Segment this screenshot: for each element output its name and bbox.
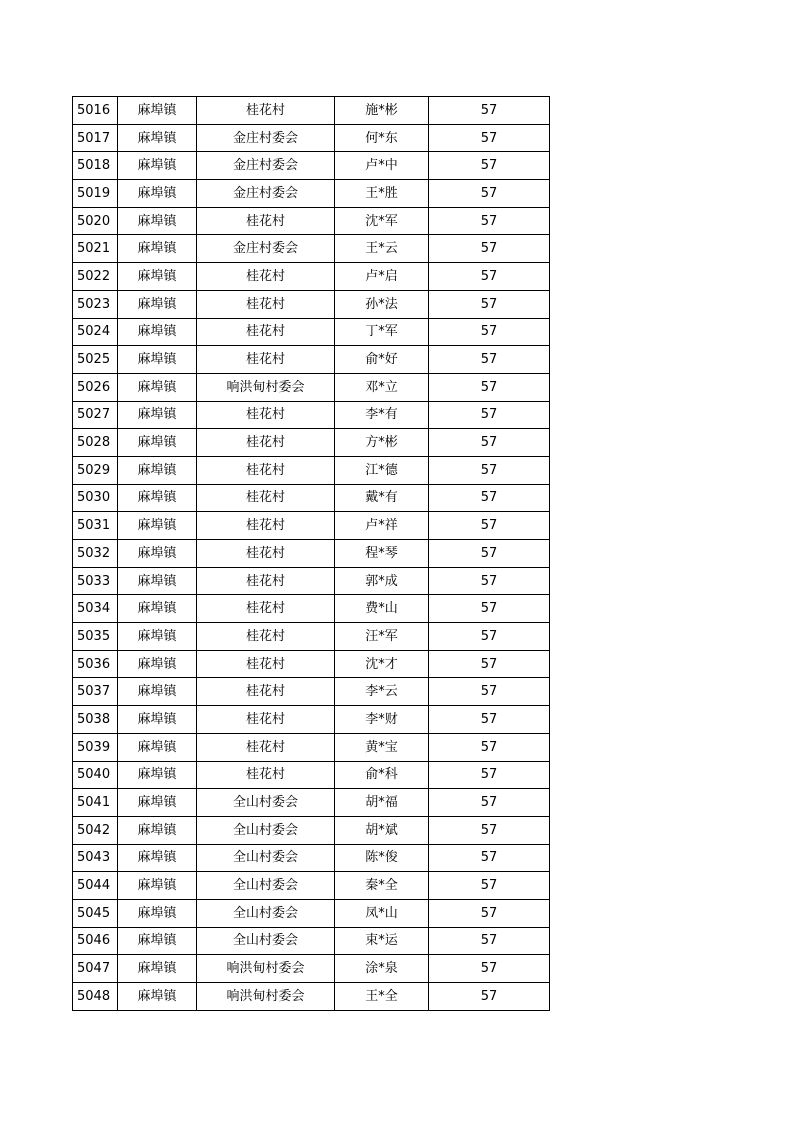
cell-amount: 57: [429, 429, 550, 457]
cell-town: 麻埠镇: [118, 650, 197, 678]
table-row: [73, 484, 550, 512]
cell-town: 麻埠镇: [118, 152, 197, 180]
cell-name: 江*德: [335, 456, 429, 484]
table-row: [73, 263, 550, 291]
cell-village: 桂花村: [197, 650, 335, 678]
cell-id: 5019: [73, 180, 118, 208]
cell-town: 麻埠镇: [118, 456, 197, 484]
cell-amount: 57: [429, 124, 550, 152]
cell-name: 丁*军: [335, 318, 429, 346]
cell-name: 秦*全: [335, 872, 429, 900]
cell-name: 卢*祥: [335, 512, 429, 540]
cell-name: 俞*好: [335, 346, 429, 374]
table-row: [73, 512, 550, 540]
cell-name: 沈*军: [335, 207, 429, 235]
cell-village: 桂花村: [197, 484, 335, 512]
cell-town: 麻埠镇: [118, 983, 197, 1011]
table-row: [73, 955, 550, 983]
cell-name: 方*彬: [335, 429, 429, 457]
cell-id: 5024: [73, 318, 118, 346]
cell-village: 桂花村: [197, 595, 335, 623]
table-row: [73, 124, 550, 152]
cell-village: 桂花村: [197, 678, 335, 706]
cell-town: 麻埠镇: [118, 872, 197, 900]
cell-id: 5021: [73, 235, 118, 263]
cell-name: 王*全: [335, 983, 429, 1011]
cell-village: 全山村委会: [197, 844, 335, 872]
cell-village: 桂花村: [197, 207, 335, 235]
cell-amount: 57: [429, 595, 550, 623]
cell-village: 桂花村: [197, 318, 335, 346]
cell-id: 5044: [73, 872, 118, 900]
cell-town: 麻埠镇: [118, 207, 197, 235]
cell-village: 桂花村: [197, 401, 335, 429]
cell-name: 俞*科: [335, 761, 429, 789]
cell-name: 李*财: [335, 706, 429, 734]
cell-village: 金庄村委会: [197, 235, 335, 263]
cell-amount: 57: [429, 540, 550, 568]
cell-town: 麻埠镇: [118, 567, 197, 595]
cell-village: 桂花村: [197, 429, 335, 457]
cell-town: 麻埠镇: [118, 706, 197, 734]
cell-amount: 57: [429, 733, 550, 761]
table-row: [73, 678, 550, 706]
cell-town: 麻埠镇: [118, 484, 197, 512]
table-row: [73, 207, 550, 235]
cell-town: 麻埠镇: [118, 429, 197, 457]
cell-name: 束*运: [335, 927, 429, 955]
cell-village: 响洪甸村委会: [197, 983, 335, 1011]
table-row: [73, 872, 550, 900]
cell-name: 李*有: [335, 401, 429, 429]
cell-name: 黄*宝: [335, 733, 429, 761]
cell-id: 5036: [73, 650, 118, 678]
cell-town: 麻埠镇: [118, 124, 197, 152]
cell-amount: 57: [429, 623, 550, 651]
cell-village: 桂花村: [197, 540, 335, 568]
cell-id: 5032: [73, 540, 118, 568]
cell-town: 麻埠镇: [118, 263, 197, 291]
cell-town: 麻埠镇: [118, 927, 197, 955]
table-row: [73, 623, 550, 651]
cell-name: 戴*有: [335, 484, 429, 512]
cell-id: 5046: [73, 927, 118, 955]
cell-amount: 57: [429, 207, 550, 235]
cell-amount: 57: [429, 706, 550, 734]
table-row: [73, 761, 550, 789]
cell-id: 5039: [73, 733, 118, 761]
cell-town: 麻埠镇: [118, 290, 197, 318]
cell-id: 5028: [73, 429, 118, 457]
cell-id: 5047: [73, 955, 118, 983]
cell-town: 麻埠镇: [118, 623, 197, 651]
cell-id: 5035: [73, 623, 118, 651]
table-row: [73, 318, 550, 346]
data-table: [72, 96, 550, 1011]
table-row: [73, 97, 550, 125]
cell-amount: 57: [429, 152, 550, 180]
table-row: [73, 816, 550, 844]
table-row: [73, 152, 550, 180]
table-row: [73, 290, 550, 318]
cell-id: 5030: [73, 484, 118, 512]
cell-town: 麻埠镇: [118, 346, 197, 374]
cell-village: 全山村委会: [197, 789, 335, 817]
table-row: [73, 650, 550, 678]
cell-village: 响洪甸村委会: [197, 955, 335, 983]
cell-name: 何*东: [335, 124, 429, 152]
cell-town: 麻埠镇: [118, 97, 197, 125]
cell-name: 邓*立: [335, 373, 429, 401]
cell-village: 全山村委会: [197, 927, 335, 955]
cell-name: 陈*俊: [335, 844, 429, 872]
cell-name: 凤*山: [335, 899, 429, 927]
cell-village: 桂花村: [197, 761, 335, 789]
cell-name: 郭*成: [335, 567, 429, 595]
cell-village: 响洪甸村委会: [197, 373, 335, 401]
cell-id: 5020: [73, 207, 118, 235]
cell-amount: 57: [429, 872, 550, 900]
cell-village: 桂花村: [197, 733, 335, 761]
cell-id: 5037: [73, 678, 118, 706]
cell-village: 金庄村委会: [197, 152, 335, 180]
cell-village: 桂花村: [197, 456, 335, 484]
cell-amount: 57: [429, 373, 550, 401]
cell-amount: 57: [429, 955, 550, 983]
cell-id: 5022: [73, 263, 118, 291]
cell-id: 5016: [73, 97, 118, 125]
cell-town: 麻埠镇: [118, 816, 197, 844]
cell-town: 麻埠镇: [118, 401, 197, 429]
cell-id: 5040: [73, 761, 118, 789]
cell-id: 5018: [73, 152, 118, 180]
cell-amount: 57: [429, 816, 550, 844]
cell-name: 卢*启: [335, 263, 429, 291]
table-row: [73, 733, 550, 761]
table-row: [73, 706, 550, 734]
cell-town: 麻埠镇: [118, 235, 197, 263]
cell-village: 金庄村委会: [197, 180, 335, 208]
cell-name: 李*云: [335, 678, 429, 706]
cell-village: 桂花村: [197, 346, 335, 374]
cell-village: 桂花村: [197, 706, 335, 734]
cell-village: 全山村委会: [197, 872, 335, 900]
cell-name: 卢*中: [335, 152, 429, 180]
cell-amount: 57: [429, 761, 550, 789]
cell-town: 麻埠镇: [118, 595, 197, 623]
cell-amount: 57: [429, 789, 550, 817]
cell-amount: 57: [429, 346, 550, 374]
cell-id: 5045: [73, 899, 118, 927]
cell-village: 桂花村: [197, 97, 335, 125]
cell-village: 桂花村: [197, 623, 335, 651]
cell-amount: 57: [429, 263, 550, 291]
cell-id: 5042: [73, 816, 118, 844]
cell-village: 桂花村: [197, 567, 335, 595]
cell-town: 麻埠镇: [118, 789, 197, 817]
table-row: [73, 373, 550, 401]
cell-name: 孙*法: [335, 290, 429, 318]
cell-town: 麻埠镇: [118, 318, 197, 346]
cell-town: 麻埠镇: [118, 180, 197, 208]
cell-amount: 57: [429, 290, 550, 318]
cell-id: 5034: [73, 595, 118, 623]
cell-id: 5033: [73, 567, 118, 595]
table-row: [73, 789, 550, 817]
cell-village: 全山村委会: [197, 816, 335, 844]
cell-id: 5025: [73, 346, 118, 374]
table-row: [73, 595, 550, 623]
cell-village: 全山村委会: [197, 899, 335, 927]
cell-amount: 57: [429, 650, 550, 678]
table-row: [73, 567, 550, 595]
cell-name: 沈*才: [335, 650, 429, 678]
cell-town: 麻埠镇: [118, 844, 197, 872]
cell-amount: 57: [429, 567, 550, 595]
cell-amount: 57: [429, 512, 550, 540]
cell-town: 麻埠镇: [118, 512, 197, 540]
cell-name: 汪*军: [335, 623, 429, 651]
cell-amount: 57: [429, 927, 550, 955]
cell-amount: 57: [429, 983, 550, 1011]
cell-name: 施*彬: [335, 97, 429, 125]
table-row: [73, 180, 550, 208]
cell-village: 金庄村委会: [197, 124, 335, 152]
cell-id: 5026: [73, 373, 118, 401]
cell-village: 桂花村: [197, 263, 335, 291]
cell-id: 5027: [73, 401, 118, 429]
cell-id: 5017: [73, 124, 118, 152]
cell-id: 5043: [73, 844, 118, 872]
cell-id: 5041: [73, 789, 118, 817]
cell-name: 王*云: [335, 235, 429, 263]
table-row: [73, 844, 550, 872]
cell-amount: 57: [429, 844, 550, 872]
cell-name: 胡*斌: [335, 816, 429, 844]
cell-town: 麻埠镇: [118, 733, 197, 761]
cell-amount: 57: [429, 678, 550, 706]
cell-id: 5031: [73, 512, 118, 540]
cell-id: 5038: [73, 706, 118, 734]
cell-town: 麻埠镇: [118, 761, 197, 789]
cell-amount: 57: [429, 180, 550, 208]
cell-name: 王*胜: [335, 180, 429, 208]
cell-name: 胡*福: [335, 789, 429, 817]
cell-town: 麻埠镇: [118, 955, 197, 983]
table-row: [73, 346, 550, 374]
table-row: [73, 429, 550, 457]
cell-village: 桂花村: [197, 512, 335, 540]
table-row: [73, 983, 550, 1011]
cell-id: 5029: [73, 456, 118, 484]
cell-name: 涂*泉: [335, 955, 429, 983]
cell-amount: 57: [429, 235, 550, 263]
cell-name: 费*山: [335, 595, 429, 623]
table-row: [73, 540, 550, 568]
cell-village: 桂花村: [197, 290, 335, 318]
cell-town: 麻埠镇: [118, 899, 197, 927]
cell-town: 麻埠镇: [118, 678, 197, 706]
cell-amount: 57: [429, 401, 550, 429]
table-row: [73, 927, 550, 955]
cell-town: 麻埠镇: [118, 540, 197, 568]
table-row: [73, 235, 550, 263]
cell-amount: 57: [429, 456, 550, 484]
table-row: [73, 456, 550, 484]
table-row: [73, 899, 550, 927]
cell-amount: 57: [429, 899, 550, 927]
cell-name: 程*琴: [335, 540, 429, 568]
table-row: [73, 401, 550, 429]
cell-amount: 57: [429, 318, 550, 346]
cell-town: 麻埠镇: [118, 373, 197, 401]
cell-id: 5023: [73, 290, 118, 318]
cell-id: 5048: [73, 983, 118, 1011]
table-body: [73, 97, 550, 1011]
cell-amount: 57: [429, 484, 550, 512]
cell-amount: 57: [429, 97, 550, 125]
